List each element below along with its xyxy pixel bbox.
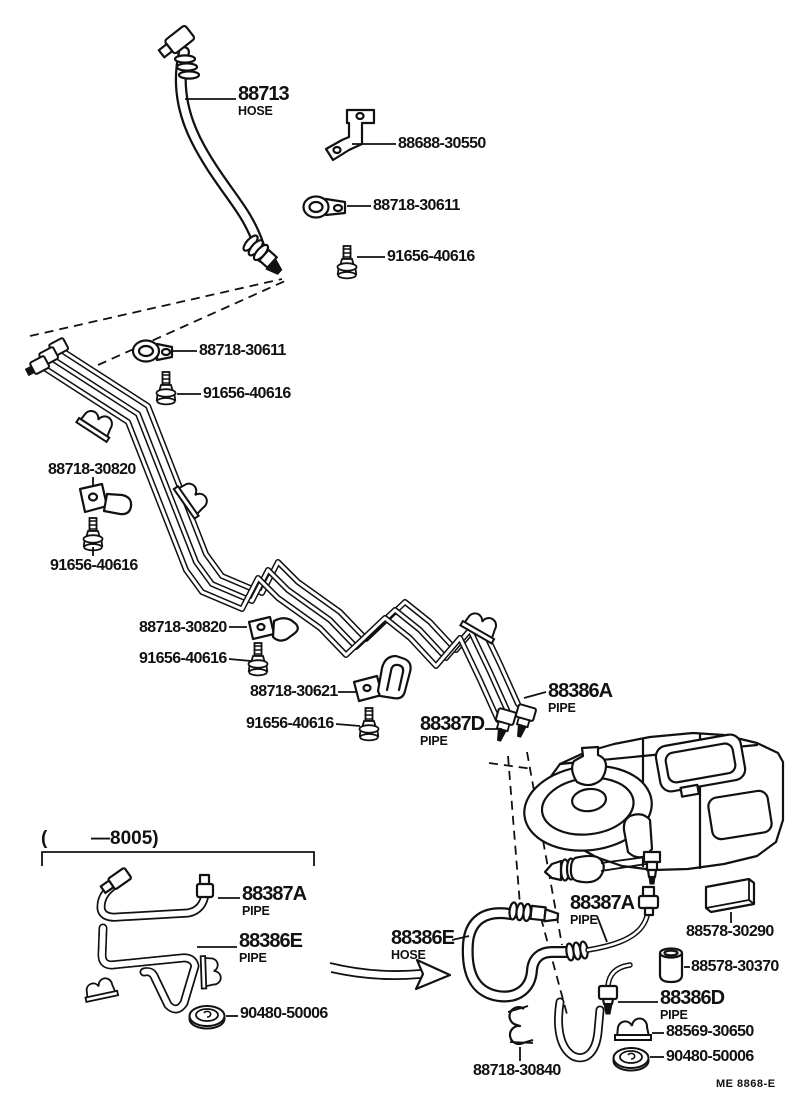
bracket-88718-30820-left-drawing	[80, 484, 131, 514]
clamp-88569-30650-drawing	[615, 1018, 651, 1040]
figure-code: ME 8868-E	[716, 1078, 776, 1090]
clamp-88718-30611-on-pipes-drawing	[133, 341, 172, 362]
part-label-88386E: 88386E PIPE	[239, 930, 302, 965]
part-label-88578-30370: 88578-30370	[691, 958, 779, 975]
production-note-range: —8005)	[91, 828, 159, 849]
screw-91656-40616	[360, 708, 379, 740]
screw-91656-40616-top	[338, 246, 357, 278]
part-label-90480-50006-right: 90480-50006	[666, 1048, 754, 1065]
part-label-88718-30820: 88718-30820	[48, 461, 136, 478]
part-label-91656-40616: 91656-40616	[139, 650, 227, 667]
grommet-90480-50006	[190, 1006, 225, 1029]
hose-end-fitting	[241, 233, 287, 277]
filter-88578-30370-drawing	[660, 949, 682, 983]
part-label-91656-40616: 91656-40616	[50, 557, 138, 574]
part-label-88578-30290: 88578-30290	[686, 923, 774, 940]
grommet-90480-50006	[614, 1048, 649, 1071]
bracket-88718-30820-right-drawing	[249, 617, 298, 641]
part-label-88713: 88713 HOSE	[238, 83, 289, 118]
part-label-88718-30820: 88718-30820	[139, 619, 227, 636]
pipe-left-fitting	[23, 356, 49, 378]
part-label-88718-30621: 88718-30621	[250, 683, 338, 700]
part-label-88387D: 88387D PIPE	[420, 713, 485, 748]
hose-crimp-fitting	[509, 902, 559, 924]
screw-91656-40616	[249, 643, 268, 675]
hose-crimp-fitting	[565, 941, 588, 961]
screw-91656-40616	[157, 372, 176, 404]
direction-arrow	[330, 960, 450, 989]
part-label-88718-30611: 88718-30611	[373, 197, 460, 214]
hose-88713-drawing	[156, 25, 287, 278]
part-label-91656-40616: 91656-40616	[246, 715, 334, 732]
pipe-clamp	[201, 956, 221, 989]
bracket-88688-30550-drawing	[326, 110, 374, 160]
bracket-88718-30621-drawing	[354, 656, 411, 701]
screw-91656-40616	[84, 518, 103, 550]
part-label-90480-50006: 90480-50006	[240, 1005, 328, 1022]
production-note-open-paren: (	[41, 828, 48, 849]
part-label-88386A: 88386A PIPE	[548, 680, 613, 715]
packing-88578-30290-drawing	[706, 879, 754, 912]
part-label-91656-40616: 91656-40616	[387, 248, 475, 265]
part-label-88387A-right: 88387A PIPE	[570, 892, 635, 927]
part-label-91656-40616: 91656-40616	[203, 385, 291, 402]
part-label-88688-30550: 88688-30550	[398, 135, 486, 152]
hose-top-crimp	[175, 55, 199, 78]
clamp-88718-30611-upper-drawing	[304, 197, 346, 218]
part-label-88718-30611: 88718-30611	[199, 342, 286, 359]
evaporator-unit-drawing	[519, 733, 783, 884]
part-label-88387A: 88387A PIPE	[242, 883, 307, 918]
part-label-88386D: 88386D PIPE	[660, 987, 725, 1022]
part-label-88718-30840: 88718-30840	[473, 1062, 561, 1079]
pipe-clamp	[82, 976, 118, 1002]
part-label-88386E-hose: 88386E HOSE	[391, 927, 454, 962]
part-label-88569-30650: 88569-30650	[666, 1023, 754, 1040]
clamp-88718-30840-drawing	[508, 1006, 533, 1044]
